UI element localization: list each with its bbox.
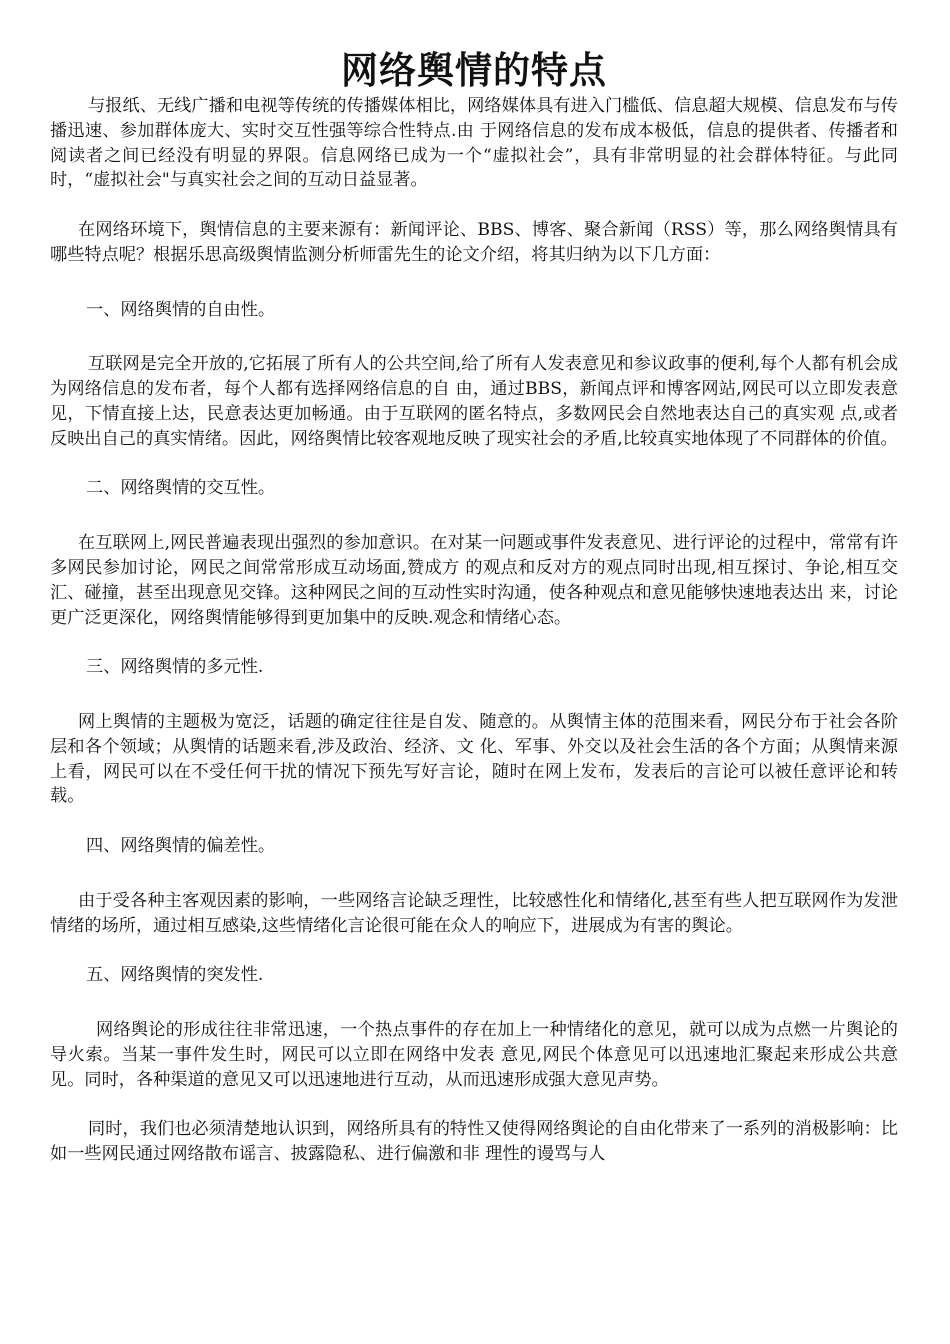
- paragraph-freedom: 互联网是完全开放的,它拓展了所有人的公共空间,给了所有人发表意见和参议政事的便利,每个人都有机会成为网络信息的发布者，每个人都有选择网络信息的自 由，通过BBS，新闻点评和博客网站,网民可以立即发表意见，下情直接上达，民意表达更加畅通。由于互联网的匿名特点，多数网民会自然地表达自己的真实观 点,或者反映出自己的真实情绪。因此，网络舆情比较客观地反映了现实社会的矛盾,比较真实地体现了不同群体的价值。: [50, 354, 898, 449]
- paragraph-bias: 由于受各种主客观因素的影响，一些网络言论缺乏理性，比较感性化和情绪化,甚至有些人把互联网作为发泄情绪的场所，通过相互感染,这些情绪化言论很可能在众人的响应下，进展成为有害的舆论。: [50, 890, 898, 936]
- paragraph-negative-effects: 同时，我们也必须清楚地认识到，网络所具有的特性又使得网络舆论的自由化带来了一系列的消极影响：比如一些网民通过网络散布谣言、披露隐私、进行偏激和非 理性的谩骂与人: [50, 1119, 898, 1164]
- paragraph-diversity: 网上舆情的主题极为宽泛，话题的确定往往是自发、随意的。从舆情主体的范围来看，网民分布于社会各阶层和各个领域；从舆情的话题来看,涉及政治、经济、文 化、军事、外交以及社会生活的各个方面；从舆情来源上看，网民可以在不受任何干扰的情况下预先写好言论，随时在网上发布，发表后的言论可以被任意评论和转 载。: [50, 711, 898, 807]
- section-heading-freedom: 一、网络舆情的自由性。: [86, 299, 276, 320]
- paragraph-sources: 在网络环境下，舆情信息的主要来源有：新闻评论、BBS、博客、聚合新闻（RSS）等，那么网络舆情具有哪些特点呢？根据乐思高级舆情监测分析师雷先生的论文介绍，将其归纳为以下几方面：: [50, 219, 898, 265]
- paragraph-interaction: 在互联网上,网民普遍表现出强烈的参加意识。在对某一问题或事件发表意见、进行评论的过程中，常常有许多网民参加讨论，网民之间常常形成互动场面,赞成方 的观点和反对方的观点同时出现,相互探讨、争论,相互交汇、碰撞，甚至出现意见交锋。这种网民之间的互动性实时沟通，使各种观点和意见能够快速地表达出 来，讨论更广泛更深化，网络舆情能够得到更加集中的反映.观念和情绪心态。: [50, 533, 898, 628]
- section-heading-bias: 四、网络舆情的偏差性。: [86, 835, 276, 856]
- section-heading-diversity: 三、网络舆情的多元性.: [86, 657, 264, 678]
- section-heading-interaction: 二、网络舆情的交互性。: [86, 478, 276, 499]
- paragraph-suddenness: 网络舆论的形成往往非常迅速，一个热点事件的存在加上一种情绪化的意见，就可以成为点燃一片舆论的导火索。当某一事件发生时，网民可以立即在网络中发表 意见,网民个体意见可以迅速地汇聚起来形成公共意见。同时，各种渠道的意见又可以迅速地进行互动，从而迅速形成强大意见声势。: [50, 1019, 898, 1090]
- paragraph-intro: 与报纸、无线广播和电视等传统的传播媒体相比，网络媒体具有进入门槛低、信息超大规模、信息发布与传播迅速、参加群体庞大、实时交互性强等综合性特点.由 于网络信息的发布成本极低，信息的提供者、传播者和阅读者之间已经没有明显的界限。信息网络已成为一个“虚拟社会”，具有非常明显的社会群体特征。与此同 时，“虚拟社会"与真实社会之间的互动日益显著。: [50, 96, 898, 191]
- document-page: [50, 48, 898, 1167]
- document-title: 网络舆情的特点: [341, 49, 607, 92]
- section-heading-suddenness: 五、网络舆情的突发性.: [86, 965, 264, 986]
